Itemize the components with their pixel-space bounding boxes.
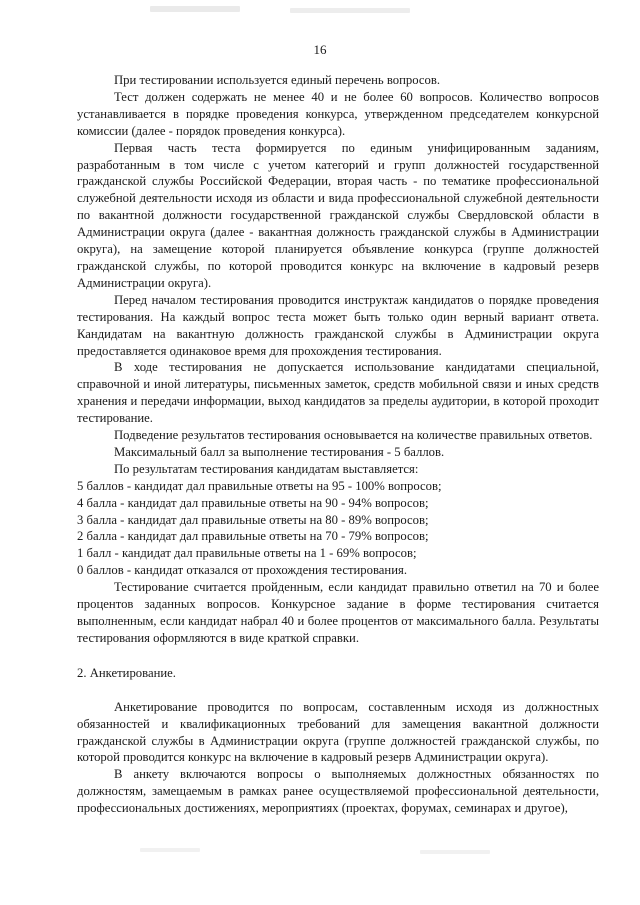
paragraph: Подведение результатов тестирования основывается на количестве правильных ответов. <box>114 428 593 443</box>
paragraph: В анкету включаются вопросы о выполняемых должностных обязанностях по должностям, замещаемым в рамках ранее осуществляемой профессиональной деятельности, профессиональных достижениях, мероприятиях (проектах, форумах, семинарах и другое), <box>77 767 599 816</box>
list-item: 1 балл - кандидат дал правильные ответы на 1 - 69% вопросов; <box>77 546 417 561</box>
paragraph: Перед началом тестирования проводится инструктаж кандидатов о порядке проведения тестирования. На каждый вопрос теста может быть только один верный вариант ответа. Кандидатам на вакантную должность гражданской службы в Администрации округа предоставляется одинаковое время для прохождения тестирования. <box>77 292 599 358</box>
scan-artifact-bottom <box>140 848 200 852</box>
list-item: 3 балла - кандидат дал правильные ответы на 80 - 89% вопросов; <box>77 512 429 527</box>
paragraph: Максимальный балл за выполнение тестирования - 5 баллов. <box>114 444 445 459</box>
paragraph: Первая часть теста формируется по единым унифицированным заданиям, разработанным в том числе с учетом категорий и групп должностей государственной гражданской службы Российской Федерации, вторая часть - по тематике профессиональной служебной деятельности исходя из области и вида профессиональной служебной деятельности по вакантной должности государственной гражданской службы Свердловской области в Администрации округа (далее - вакантная должность гражданской службы в Администрации округа), на замещение которой планируется объявление конкурса (группе должностей гражданской службы, по которой проводится конкурс на включение в кадровый резерв Администрации округа). <box>77 140 599 290</box>
document-body <box>77 72 599 817</box>
list-item: 0 баллов - кандидат отказался от прохождения тестирования. <box>77 563 408 578</box>
paragraph: При тестировании используется единый перечень вопросов. <box>114 73 441 87</box>
scan-artifact-top <box>150 6 240 12</box>
paragraph: Тестирование считается пройденным, если кандидат правильно ответил на 70 и более процентов заданных вопросов. Конкурсное задание в форме тестирования считается выполненным, если кандидат набрал 40 и более процентов от максимального балла. Результаты тестирования оформляются в виде краткой справки. <box>77 580 599 645</box>
section-heading: 2. Анкетирование. <box>77 665 176 680</box>
scan-artifact-top <box>290 8 410 13</box>
list-item: 4 балла - кандидат дал правильные ответы на 90 - 94% вопросов; <box>77 495 429 510</box>
score-list <box>77 478 599 579</box>
scan-artifact-bottom <box>420 850 490 854</box>
paragraph: В ходе тестирования не допускается использование кандидатами специальной, справочной и иной литературы, письменных заметок, средств мобильной связи и иных средств хранения и передачи информации, выход кандидатов за пределы аудитории, в которой проходит тестирование. <box>77 360 599 426</box>
paragraph: Тест должен содержать не менее 40 и не более 60 вопросов. Количество вопросов устанавливается в порядке проведения конкурса, утвержденном председателем конкурсной комиссии (далее - порядок проведения конкурса). <box>77 89 599 138</box>
list-item: 5 баллов - кандидат дал правильные ответы на 95 - 100% вопросов; <box>77 478 442 493</box>
paragraph: По результатам тестирования кандидатам выставляется: <box>114 461 419 476</box>
list-item: 2 балла - кандидат дал правильные ответы на 70 - 79% вопросов; <box>77 529 429 544</box>
page-number: 16 <box>313 42 327 57</box>
paragraph: Анкетирование проводится по вопросам, составленным исходя из должностных обязанностей и квалификационных требований для замещения вакантной должности гражданской службы в Администрации округа (группе должностей гражданской службы, по которой проводится конкурс на включение в кадровый резерв Администрации округа). <box>77 699 599 765</box>
